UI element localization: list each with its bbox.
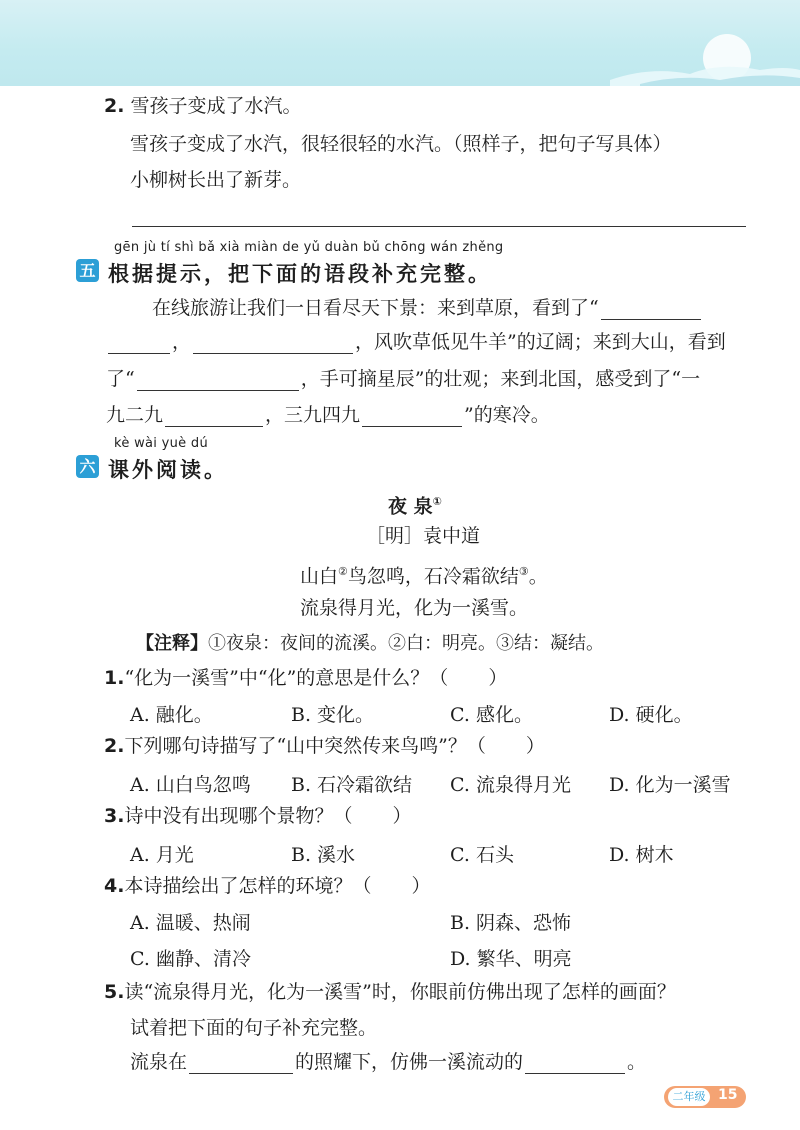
q3-text: 诗中没有出现哪个景物？（ [124, 805, 353, 827]
section5-line4a: 九二九 [106, 404, 164, 426]
top-banner [0, 0, 800, 86]
poem-line1-a: 山白 [300, 565, 339, 588]
section6-pinyin: kè wài yuè dú [114, 436, 208, 451]
notes-text: ①夜泉：夜间的流溪。②白：明亮。③结：凝结。 [208, 633, 604, 654]
q5-blank-1[interactable] [189, 1053, 293, 1074]
blank-4[interactable] [137, 370, 299, 391]
question-5 [104, 980, 676, 1004]
section5-title: 根据提示，把下面的语段补充完整。 [108, 262, 492, 286]
section6-icon: 六 [76, 455, 99, 478]
q3-option-a[interactable]: A. 月光 [130, 844, 194, 866]
poem-line1-c: 。 [528, 565, 548, 588]
poem-line1-b: 鸟忽鸣，石冷霜欲结 [347, 565, 519, 588]
cloud-decoration [0, 0, 800, 86]
question-2 [104, 734, 545, 758]
poem-title [388, 490, 442, 518]
q1-option-d[interactable]: D. 硬化。 [609, 704, 693, 726]
q2-option-b[interactable]: B. 石冷霜欲结 [291, 774, 413, 796]
question-3 [104, 804, 411, 828]
poem-title-note: ① [432, 495, 442, 508]
q5-fill-a: 流泉在 [130, 1051, 188, 1073]
poem-note3: ③ [518, 565, 529, 578]
q5-fill [130, 1050, 646, 1074]
q2-top-line [104, 94, 302, 118]
section5-line4b: ，三九四九 [265, 404, 361, 426]
q2-top-number: 2. [104, 95, 125, 117]
q2-prompt: 小柳树长出了新芽。 [130, 169, 302, 191]
q5-text2: 试着把下面的句子补充完整。 [130, 1017, 378, 1039]
poem-notes [136, 632, 604, 656]
q2-option-d[interactable]: D. 化为一溪雪 [609, 774, 731, 796]
q4-option-a[interactable]: A. 温暖、热闹 [130, 912, 251, 934]
question-1 [104, 666, 507, 690]
q1-option-c[interactable]: C. 感化。 [450, 704, 533, 726]
poem-author: ［明］袁中道 [366, 525, 481, 547]
q1-text: “化为一溪雪”中“化”的意思是什么？（ [124, 667, 449, 689]
section5-line4 [106, 403, 550, 427]
blank-6[interactable] [362, 406, 462, 427]
section5-line1-text: 在线旅游让我们一日看尽天下景：来到草原，看到了“ [152, 297, 599, 319]
q2-close: ） [525, 735, 545, 757]
q4-option-b[interactable]: B. 阴森、恐怖 [450, 912, 572, 934]
q5-fill-c: 。 [627, 1051, 647, 1073]
q2-text: 下列哪句诗描写了“山中突然传来鸟鸣”？（ [124, 735, 486, 757]
section5-line2 [106, 330, 726, 354]
q1-option-b[interactable]: B. 变化。 [291, 704, 375, 726]
q2-example: 雪孩子变成了水汽，很轻很轻的水汽。（照样子，把句子写具体） [130, 133, 672, 155]
section5-icon: 五 [76, 259, 99, 282]
q5-blank-2[interactable] [525, 1053, 625, 1074]
section5-line2a: ， [172, 331, 192, 353]
section5-pinyin: gēn jù tí shì bǎ xià miàn de yǔ duàn bǔ chōng wán zhěng [114, 240, 504, 255]
q2-option-c[interactable]: C. 流泉得月光 [450, 774, 571, 796]
q2-number: 2. [104, 735, 125, 757]
q2-answer-line[interactable] [132, 226, 746, 227]
q4-number: 4. [104, 875, 125, 897]
q4-option-c[interactable]: C. 幽静、清冷 [130, 948, 251, 970]
blank-5[interactable] [165, 406, 263, 427]
section5-line3a: 了“ [106, 368, 135, 390]
poem-title-text: 夜 泉 [388, 495, 433, 518]
q4-close: ） [411, 875, 431, 897]
poem-line2: 流泉得月光，化为一溪雪。 [300, 597, 529, 619]
grade-label: 二年级 [668, 1088, 710, 1106]
poem-line1 [300, 560, 548, 588]
section5-line3 [106, 367, 700, 391]
section5-line4c: ”的寒冷。 [464, 404, 550, 426]
q3-number: 3. [104, 805, 125, 827]
q3-option-c[interactable]: C. 石头 [450, 844, 514, 866]
q1-close: ） [488, 667, 508, 689]
poem-note2: ② [338, 565, 348, 578]
blank-3[interactable] [193, 333, 353, 354]
q3-close: ） [392, 805, 412, 827]
notes-label: 【注释】 [136, 633, 208, 654]
q4-text: 本诗描绘出了怎样的环境？（ [124, 875, 372, 897]
page-number: 15 [718, 1087, 738, 1103]
section5-line2b: ，风吹草低见牛羊”的辽阔；来到大山，看到 [355, 331, 726, 353]
q3-option-d[interactable]: D. 树木 [609, 844, 674, 866]
q5-fill-b: 的照耀下，仿佛一溪流动的 [295, 1051, 524, 1073]
q2-option-a[interactable]: A. 山白鸟忽鸣 [130, 774, 251, 796]
q5-text: 读“流泉得月光，化为一溪雪”时，你眼前仿佛出现了怎样的画面？ [124, 981, 676, 1003]
q1-number: 1. [104, 667, 125, 689]
q2-top-text: 雪孩子变成了水汽。 [130, 95, 302, 117]
section5-line3b: ，手可摘星辰”的壮观；来到北国，感受到了“一 [300, 368, 701, 390]
blank-1[interactable] [601, 299, 701, 320]
q4-option-d[interactable]: D. 繁华、明亮 [450, 948, 572, 970]
q3-option-b[interactable]: B. 溪水 [291, 844, 356, 866]
q1-option-a[interactable]: A. 融化。 [130, 704, 213, 726]
blank-2[interactable] [108, 333, 170, 354]
q5-number: 5. [104, 981, 125, 1003]
question-4 [104, 874, 430, 898]
section6-title: 课外阅读。 [108, 458, 228, 482]
section5-line1 [152, 296, 703, 320]
